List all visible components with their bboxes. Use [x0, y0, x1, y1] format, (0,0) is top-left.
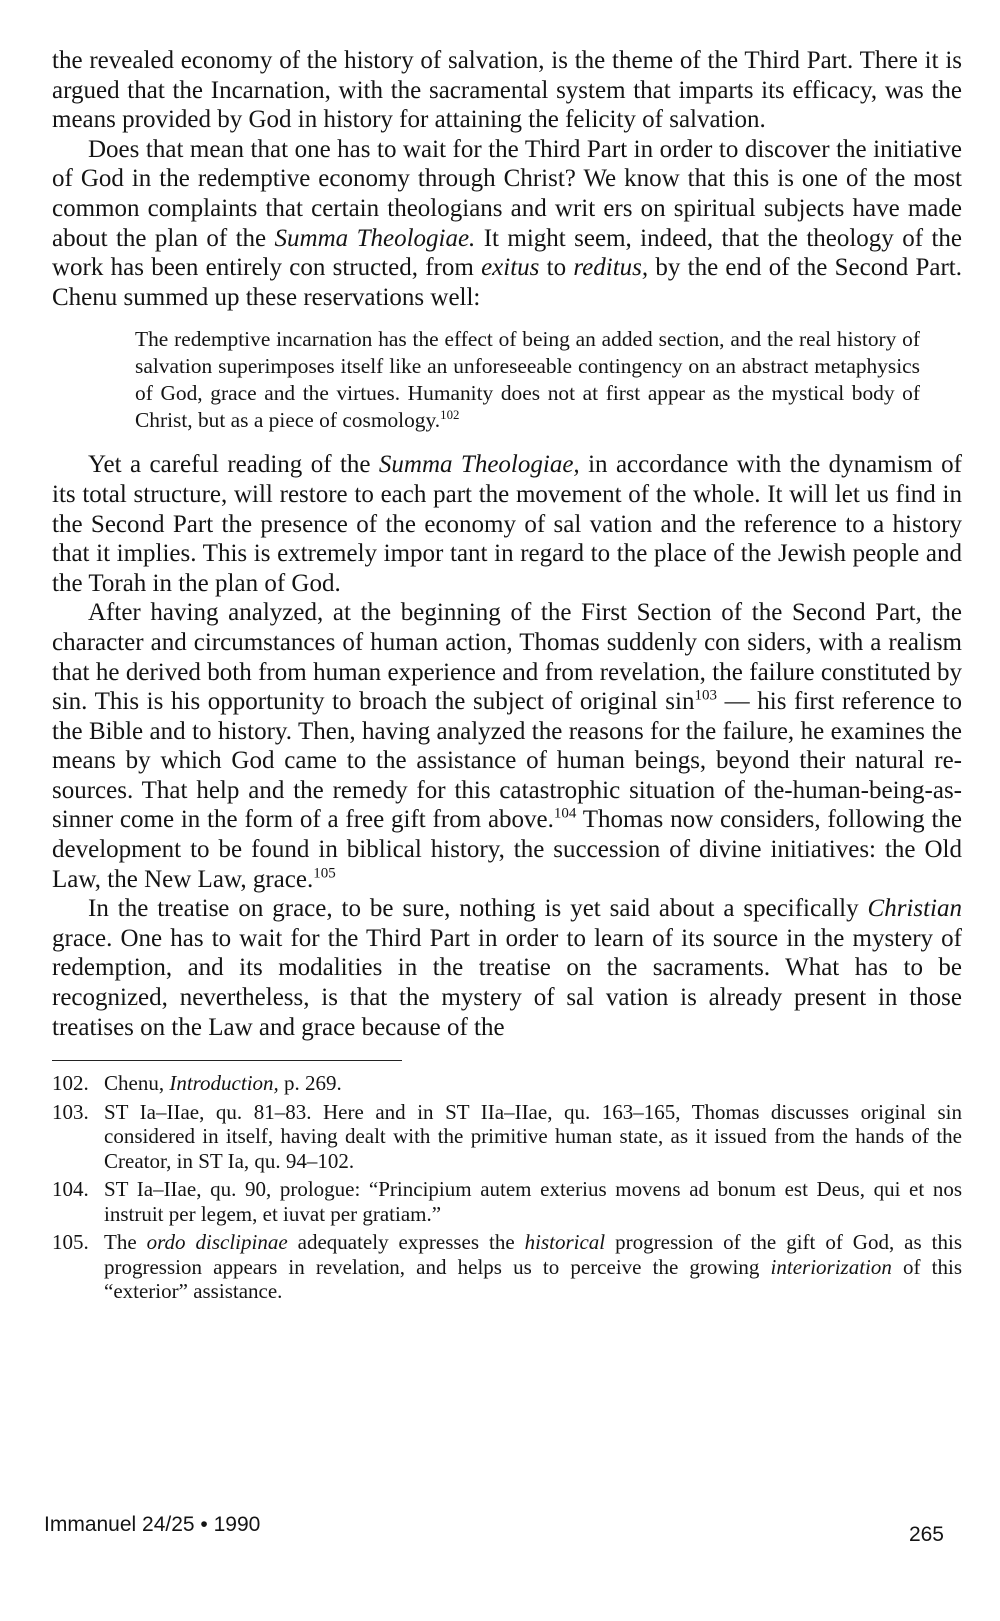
italic-text: Introduction, [169, 1071, 279, 1096]
footnote-ref: 104 [553, 806, 577, 823]
footnote [52, 1230, 962, 1304]
text-run: Yet a careful reading of the [88, 451, 379, 479]
text-run: p. 269. [278, 1071, 342, 1096]
text-run: The redemptive incarnation has the effect of being an added section, and the real history of salvation superimposes itself like an unforeseeable contingency on an abstract metaphysics of God, grace and the virtues. Humanity does not at first appear as the mystical body of Christ, but as a piece of cosmology. [135, 327, 920, 433]
footnote-number: 104. [52, 1177, 89, 1202]
page-number: 265 [908, 1523, 944, 1546]
italic-text: reditus, [573, 254, 649, 282]
footnote-number: 102. [52, 1071, 89, 1096]
journal-citation: Immanuel 24/25 • 1990 [44, 1513, 261, 1536]
body-text-bottom [52, 450, 962, 1042]
paragraph [52, 46, 962, 135]
text-run: by the end of the Second Part. Chenu summed up these reservations well: [52, 254, 962, 311]
footnote-ref: 103 [694, 687, 717, 704]
text-run: ST Ia–IIae, qu. 81–83. Here and in ST IIa–IIae, qu. 163–165, Thomas discusses original sin considered in itself, having dealt with the primitive human state, as it issued from the hands of the Creator, in ST Ia, qu. 94–102. [104, 1099, 962, 1173]
footnote [52, 1100, 962, 1174]
paragraph [52, 135, 962, 313]
page-body [52, 46, 962, 1308]
italic-text: interiorization [770, 1254, 892, 1279]
text-run: progression of the gift of God, as this progression appears in revelation, and helps us to perceive the growing [104, 1230, 962, 1279]
footnote [52, 1071, 962, 1096]
footnote [52, 1177, 962, 1226]
text-run: Chenu, [104, 1071, 170, 1096]
text-run: In the treatise on grace, to be sure, nothing is yet said about a specifically [88, 895, 868, 923]
italic-text: historical [524, 1230, 606, 1255]
text-run: ST Ia–IIae, qu. 90, prologue: “Principium autem exterius movens ad bonum est Deus, qui et nos instruit per legem, et iuvat per gratiam.” [104, 1177, 962, 1226]
text-run: Thomas now considers, following the development to be found in biblical history, the succession of divine initiatives: the Old Law, the New Law, grace. [52, 806, 962, 893]
text-run: in accordance with the dynamism of its total structure, will restore to each part the movement of the whole. It will let us find in the Second Part the presence of the economy of sal vation and the reference to a history that it implies. This is extremely impor tant in regard to the place of the Jewish people and the Torah in the plan of God. [52, 451, 962, 597]
italic-text: Summa Theologiae, [378, 451, 580, 479]
text-run: After having analyzed, at the beginning of the First Section of the Second Part, the character and circumstances of human action, Thomas suddenly con siders, with a realism that he derived both from human experience and from revelation, the failure constituted by sin. This is his opportunity to broach the subject of original sin [52, 599, 962, 716]
footnote-number: 103. [52, 1099, 89, 1124]
footnote-ref: 105 [313, 865, 336, 882]
page-footer [44, 1513, 944, 1549]
text-run: Does that mean that one has to wait for the Third Part in order to discover the initiative of God in the redemptive economy through Christ? We know that this is one of the most common complaints that certain theologians and writ ers on spiritual subjects have made about the plan of the [52, 135, 962, 252]
text-run: It might seem, indeed, that the theology of the work has been entirely con structed, from [52, 224, 962, 282]
italic-text: Christian [867, 895, 962, 923]
text-run: of this “exterior” assistance. [104, 1254, 962, 1304]
paragraph [52, 450, 962, 598]
footnote-number: 105. [52, 1230, 89, 1255]
italic-text: ordo disclipinae [146, 1230, 288, 1255]
footnote-ref: 102 [440, 408, 460, 423]
body-text-top [52, 46, 962, 312]
text-run: grace. One has to wait for the Third Part in order to learn of its source in the mystery of redemption, and its modalities in the treatise on the sacraments. What has to be recognized, nevertheless, is that the mystery of sal vation is already present in those treatises on the Law and grace because of the [52, 924, 962, 1041]
italic-text: Summa Theologiae. [274, 224, 476, 252]
block-quote [52, 326, 962, 434]
text-run: the revealed economy of the history of salvation, is the theme of the Third Part. There it is argued that the Incarnation, with the sacramental system that imparts its efficacy, was the means provided by God in history for attaining the felicity of salvation. [52, 47, 962, 134]
text-run: The [104, 1230, 147, 1255]
text-run: to [539, 254, 574, 282]
paragraph [52, 894, 962, 1042]
text-run: adequately expresses the [287, 1230, 525, 1255]
italic-text: exitus [481, 254, 540, 282]
text-run: — his first reference to the Bible and to history. Then, having analyzed the reasons for the failure, he examines the means by which God came to the assistance of human beings, beyond their natural re sources. That help and the remedy for this catastrophic situation of the-human-being-as-sinner come in the form of a free gift from above. [52, 688, 962, 834]
footnotes [52, 1071, 962, 1304]
paragraph [52, 598, 962, 894]
footnote-divider [52, 1060, 402, 1061]
